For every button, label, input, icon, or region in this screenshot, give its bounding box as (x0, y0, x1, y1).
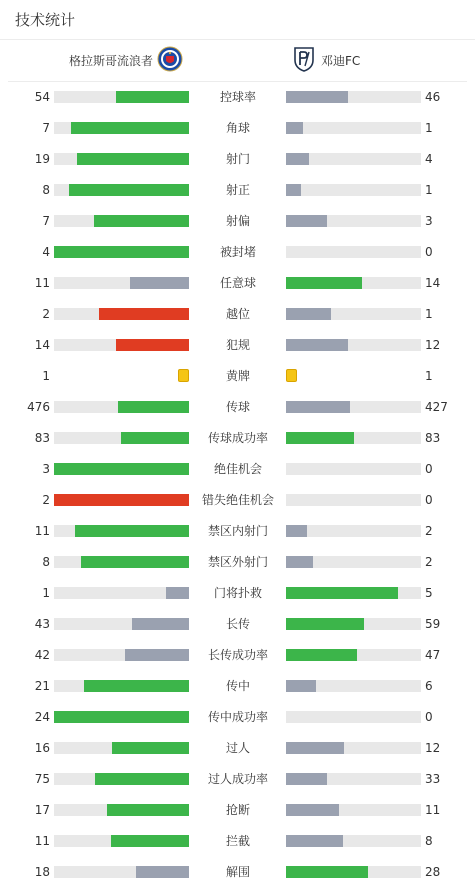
stat-row (0, 764, 475, 795)
home-bar-track (54, 91, 189, 103)
page-title: 技术统计 (15, 11, 76, 29)
rangers-crest-icon (157, 46, 183, 76)
home-team[interactable] (69, 40, 183, 81)
stat-row (0, 733, 475, 764)
home-value: 3 (42, 462, 50, 476)
away-bar-track (286, 742, 421, 754)
away-value: 46 (425, 90, 441, 104)
stat-label: 禁区内射门 (207, 524, 268, 538)
stat-row (0, 826, 475, 857)
home-bar-track (54, 866, 189, 878)
home-bar-track (54, 246, 189, 258)
away-value: 12 (425, 741, 441, 755)
home-value: 43 (34, 617, 50, 631)
stat-label: 犯规 (225, 338, 250, 352)
home-value: 24 (34, 710, 50, 724)
stat-label: 长传成功率 (207, 648, 268, 662)
home-value: 1 (42, 586, 50, 600)
home-value: 21 (34, 679, 50, 693)
stat-row (0, 392, 475, 423)
away-bar-fill (286, 432, 354, 444)
home-bar-track (54, 680, 189, 692)
away-bar-fill (286, 277, 362, 289)
home-bar-track (54, 556, 189, 568)
away-value: 1 (425, 183, 433, 197)
stat-label: 传球 (225, 400, 250, 414)
home-bar-fill (130, 277, 189, 289)
stat-label: 门将扑救 (213, 586, 262, 600)
stat-label: 禁区外射门 (207, 555, 268, 569)
away-value: 14 (425, 276, 441, 290)
away-bar-track (286, 835, 421, 847)
away-bar-fill (286, 401, 350, 413)
away-bar-track (286, 587, 421, 599)
stat-row (0, 671, 475, 702)
home-bar-fill (69, 184, 189, 196)
home-bar-fill (116, 339, 189, 351)
home-bar-track (54, 835, 189, 847)
home-bar-fill (71, 122, 189, 134)
away-bar-track (286, 711, 421, 723)
stat-label: 角球 (225, 121, 250, 135)
yellow-card-icon (286, 369, 297, 382)
dundee-crest-icon (293, 46, 315, 76)
home-bar-track (54, 494, 189, 506)
stat-row (0, 237, 475, 268)
stat-row (0, 547, 475, 578)
home-bar-track (54, 184, 189, 196)
stat-row (0, 330, 475, 361)
away-bar-track (286, 804, 421, 816)
stat-row (0, 361, 475, 392)
home-bar-fill (118, 401, 189, 413)
home-bar-fill (95, 773, 189, 785)
away-bar-fill (286, 525, 307, 537)
home-bar-track (54, 525, 189, 537)
home-bar-track (54, 742, 189, 754)
home-value: 17 (34, 803, 50, 817)
away-value: 2 (425, 524, 433, 538)
stat-label: 抢断 (225, 803, 250, 817)
home-value: 4 (42, 245, 50, 259)
away-value: 11 (425, 803, 441, 817)
home-bar-track (54, 587, 189, 599)
stat-label: 错失绝佳机会 (201, 493, 274, 507)
home-bar-track (54, 339, 189, 351)
away-value: 59 (425, 617, 441, 631)
away-bar-track (286, 215, 421, 227)
home-value: 11 (34, 276, 50, 290)
home-bar-fill (99, 308, 189, 320)
home-bar-fill (112, 742, 189, 754)
home-bar-fill (54, 463, 189, 475)
stats-header (0, 0, 475, 40)
stat-label: 过人成功率 (207, 772, 268, 786)
home-bar-track (54, 432, 189, 444)
away-bar-track (286, 649, 421, 661)
home-bar-track (54, 463, 189, 475)
yellow-card-icon (178, 369, 189, 382)
home-bar-fill (116, 91, 189, 103)
stat-label: 绝佳机会 (213, 462, 262, 476)
stat-label: 射正 (225, 183, 250, 197)
home-bar-track (54, 773, 189, 785)
away-value: 6 (425, 679, 433, 693)
away-bar-fill (286, 153, 309, 165)
away-bar-fill (286, 91, 348, 103)
away-value: 0 (425, 710, 433, 724)
stat-row (0, 454, 475, 485)
stat-label: 拦截 (225, 834, 250, 848)
home-bar-fill (166, 587, 189, 599)
away-bar-fill (286, 742, 344, 754)
away-bar-fill (286, 587, 398, 599)
away-value: 0 (425, 245, 433, 259)
home-bar-fill (121, 432, 189, 444)
stat-row (0, 144, 475, 175)
stat-label: 射偏 (225, 214, 250, 228)
home-value: 8 (42, 555, 50, 569)
away-bar-track (286, 773, 421, 785)
away-bar-fill (286, 618, 364, 630)
away-bar-track (286, 680, 421, 692)
stat-label: 任意球 (219, 276, 256, 290)
home-value: 2 (42, 493, 50, 507)
stat-row (0, 206, 475, 237)
away-value: 33 (425, 772, 441, 786)
away-bar-track (286, 339, 421, 351)
away-value: 4 (425, 152, 433, 166)
home-bar-track (54, 308, 189, 320)
away-value: 5 (425, 586, 433, 600)
away-bar-track (286, 618, 421, 630)
away-team-name: 邓迪FC (321, 54, 361, 68)
away-value: 427 (425, 400, 448, 414)
home-value: 8 (42, 183, 50, 197)
home-value: 2 (42, 307, 50, 321)
stat-row (0, 609, 475, 640)
home-bar-fill (94, 215, 189, 227)
away-bar-track (286, 153, 421, 165)
away-value: 3 (425, 214, 433, 228)
home-value: 476 (27, 400, 50, 414)
away-value: 28 (425, 865, 441, 879)
home-bar-track (54, 804, 189, 816)
stat-row (0, 485, 475, 516)
away-bar-fill (286, 556, 313, 568)
away-bar-track (286, 91, 421, 103)
home-bar-track (54, 153, 189, 165)
stat-label: 解围 (225, 865, 250, 879)
home-team-name: 格拉斯哥流浪者 (68, 54, 153, 68)
away-bar-fill (286, 122, 303, 134)
home-bar-fill (84, 680, 189, 692)
away-team[interactable] (293, 40, 360, 81)
home-bar-fill (136, 866, 189, 878)
away-bar-track (286, 463, 421, 475)
home-bar-track (54, 122, 189, 134)
home-bar-fill (81, 556, 189, 568)
home-bar-fill (54, 494, 189, 506)
home-bar-fill (132, 618, 189, 630)
away-value: 1 (425, 369, 433, 383)
away-value: 1 (425, 121, 433, 135)
away-value: 2 (425, 555, 433, 569)
away-bar-track (286, 525, 421, 537)
away-bar-fill (286, 835, 343, 847)
away-bar-fill (286, 308, 331, 320)
home-bar-fill (125, 649, 189, 661)
stat-label: 传中 (225, 679, 250, 693)
away-bar-fill (286, 773, 327, 785)
away-bar-fill (286, 804, 339, 816)
away-bar-track (286, 277, 421, 289)
stat-label: 传中成功率 (207, 710, 268, 724)
away-bar-track (286, 122, 421, 134)
stat-row (0, 857, 475, 888)
away-value: 1 (425, 307, 433, 321)
away-bar-track (286, 246, 421, 258)
home-bar-track (54, 711, 189, 723)
away-bar-track (286, 494, 421, 506)
home-value: 11 (34, 524, 50, 538)
home-value: 14 (34, 338, 50, 352)
away-bar-fill (286, 680, 316, 692)
away-bar-track (286, 401, 421, 413)
away-value: 0 (425, 493, 433, 507)
home-value: 19 (34, 152, 50, 166)
home-value: 16 (34, 741, 50, 755)
stat-label: 黄牌 (225, 369, 250, 383)
away-bar-fill (286, 184, 301, 196)
stat-label: 越位 (225, 307, 250, 321)
stat-label: 长传 (225, 617, 250, 631)
away-value: 12 (425, 338, 441, 352)
stat-row (0, 268, 475, 299)
away-bar-track (286, 432, 421, 444)
away-bar-fill (286, 866, 368, 878)
home-bar-track (54, 618, 189, 630)
stat-label: 传球成功率 (207, 431, 268, 445)
away-value: 47 (425, 648, 441, 662)
stat-row (0, 516, 475, 547)
away-bar-track (286, 556, 421, 568)
away-value: 0 (425, 462, 433, 476)
home-value: 83 (34, 431, 50, 445)
stat-row (0, 175, 475, 206)
home-value: 42 (34, 648, 50, 662)
home-bar-track (54, 215, 189, 227)
stat-row (0, 702, 475, 733)
home-bar-track (54, 649, 189, 661)
away-bar-fill (286, 649, 357, 661)
home-value: 54 (34, 90, 50, 104)
away-bar-fill (286, 339, 348, 351)
stat-row (0, 113, 475, 144)
home-value: 1 (42, 369, 50, 383)
stat-row (0, 795, 475, 826)
home-bar-track (54, 401, 189, 413)
away-bar-track (286, 866, 421, 878)
home-value: 7 (42, 121, 50, 135)
home-value: 75 (34, 772, 50, 786)
home-value: 18 (34, 865, 50, 879)
stat-row (0, 299, 475, 330)
stat-label: 射门 (225, 152, 250, 166)
home-value: 7 (42, 214, 50, 228)
away-value: 83 (425, 431, 441, 445)
away-bar-track (286, 308, 421, 320)
away-bar-fill (286, 215, 327, 227)
stat-label: 被封堵 (219, 245, 256, 259)
home-bar-fill (75, 525, 189, 537)
stat-row (0, 578, 475, 609)
away-value: 8 (425, 834, 433, 848)
home-bar-fill (107, 804, 189, 816)
stat-row (0, 640, 475, 671)
home-bar-fill (54, 711, 189, 723)
away-bar-track (286, 184, 421, 196)
stat-row (0, 423, 475, 454)
home-bar-fill (111, 835, 189, 847)
stat-label: 控球率 (219, 90, 256, 104)
home-bar-fill (54, 246, 189, 258)
home-bar-fill (77, 153, 189, 165)
stat-row (0, 82, 475, 113)
home-value: 11 (34, 834, 50, 848)
team-header (8, 40, 467, 82)
home-bar-track (54, 277, 189, 289)
stat-label: 过人 (225, 741, 250, 755)
